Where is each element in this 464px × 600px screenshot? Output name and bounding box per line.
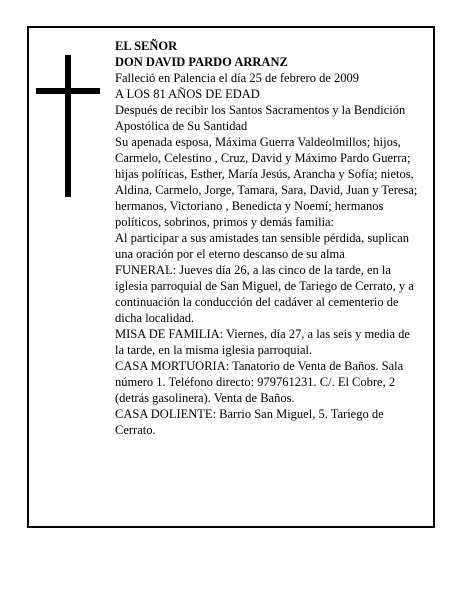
deceased-name: DON DAVID PARDO ARRANZ (115, 55, 288, 69)
obituary-text (115, 38, 421, 438)
mourning-home-info: CASA DOLIENTE: Barrio San Miguel, 5. Tariego de Cerrato. (115, 407, 384, 437)
latin-cross-icon (36, 55, 100, 197)
mortuary-info: CASA MORTUORIA: Tanatorio de Venta de Baños. Sala número 1. Teléfono directo: 979761231. C/. El Cobre, 2 (detrás gasolinera). Venta de Baños. (115, 359, 404, 405)
prayer-request: Al participar a sus amistades tan sensible pérdida, suplican una oración por el eterno descanso de su alma (115, 231, 410, 261)
honorific-line: EL SEÑOR (115, 39, 178, 53)
family-mass-info: MISA DE FAMILIA: Viernes, día 27, a las seis y media de la tarde, en la misma iglesia parroquial. (115, 327, 410, 357)
cross-horizontal-bar (36, 88, 100, 94)
death-notice: Falleció en Palencia el día 25 de febrero de 2009 (115, 71, 360, 85)
funeral-info: FUNERAL: Jueves día 26, a las cinco de la tarde, en la iglesia parroquial de San Miguel, de Tariego de Cerrato, y a continuación la conducción del cadáver al cementerio de dicha localidad. (115, 263, 414, 325)
sacraments-line: Después de recibir los Santos Sacramentos y la Bendición Apostólica de Su Santidad (115, 103, 406, 133)
age-line: A LOS 81 AÑOS DE EDAD (115, 87, 260, 101)
cross-vertical-bar (65, 55, 71, 197)
family-list: Su apenada esposa, Máxima Guerra Valdeolmillos; hijos, Carmelo, Celestino , Cruz, David y Máximo Pardo Guerra; hijas políticas, Esther, María Jesús, Arancha y Sofía; nietos, Aldina, Carmelo, Jorge, Tamara, Sara, David, Juan y Teresa; hermanos, Victoriano , Benedicta y Noemí; hermanos políticos, sobrinos, primos y demás familia: (115, 135, 418, 229)
